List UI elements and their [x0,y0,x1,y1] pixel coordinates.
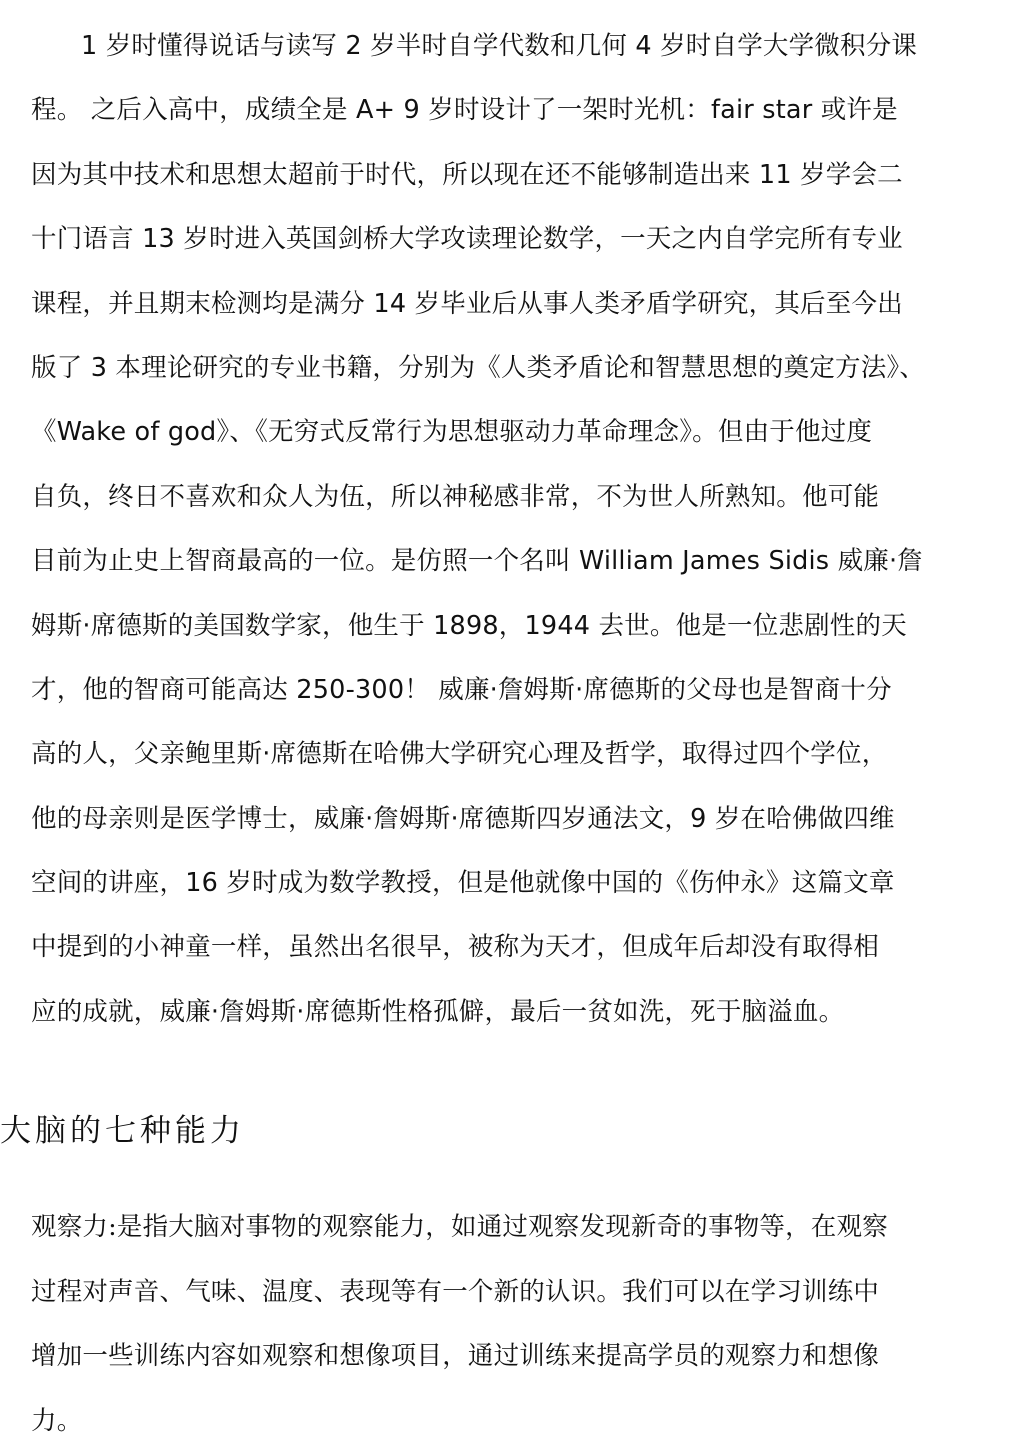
text-line: 目前为止史上智商最高的一位。是仿照一个名叫 William James Sidis 威廉·詹 [31,546,923,577]
text-line: 他的母亲则是医学博士，威廉·詹姆斯·席德斯四岁通法文，9 岁在哈佛做四维 [31,803,895,834]
text-line: 1 岁时懂得说话与读写 2 岁半时自学代数和几何 4 岁时自学大学微积分课 [81,31,918,61]
text-line: 增加一些训练内容如观察和想像项目，通过训练来提高学员的观察力和想像 [31,1341,880,1372]
text-line: 过程对声音、气味、温度、表现等有一个新的认识。我们可以在学习训练中 [31,1276,880,1307]
text-line: 《Wake of god》、《无穷式反常行为思想驱动力革命理念》。但由于他过度 [31,417,873,448]
term-definition: 是指大脑对事物的观察能力，如通过观察发现新奇的事物等，在观察 [116,1212,888,1242]
text-line: 课程，并且期末检测均是满分 14 岁毕业后从事人类矛盾学研究，其后至今出 [31,288,903,319]
text-line: 高的人，父亲鲍里斯·席德斯在哈佛大学研究心理及哲学，取得过四个学位， [31,739,888,770]
text-line: 才，他的智商可能高达 250-300！ 威廉·詹姆斯·席德斯的父母也是智商十分 [31,674,892,705]
text-line: 版了 3 本理论研究的专业书籍，分别为《人类矛盾论和智慧思想的奠定方法》、 [31,352,926,383]
text-line: 应的成就，威廉·詹姆斯·席德斯性格孤僻，最后一贫如洗，死于脑溢血。 [31,996,845,1027]
text-line: 程。 之后入高中，成绩全是 A+ 9 岁时设计了一架时光机：fair star 或许是 [31,95,898,126]
text-line: 姆斯·席德斯的美国数学家，他生于 1898，1944 去世。他是一位悲剧性的天 [31,610,907,641]
text-line: 因为其中技术和思想太超前于时代，所以现在还不能够制造出来 11 岁学会二 [31,159,903,190]
text-line: 中提到的小神童一样，虽然出名很早，被称为天才，但成年后却没有取得相 [31,932,880,963]
paragraph-observation-ability [31,1195,1011,1453]
text-line: 自负，终日不喜欢和众人为伍，所以神秘感非常，不为世人所熟知。他可能 [31,481,880,512]
text-line: 十门语言 13 岁时进入英国剑桥大学攻读理论数学，一天之内自学完所有专业 [31,224,903,255]
text-line: 空间的讲座，16 岁时成为数学教授，但是他就像中国的《伤仲永》这篇文章 [31,868,895,899]
paragraph-sidis-biography [31,14,1011,1044]
text-line: 力。 [31,1405,83,1436]
term-label: 观察力: [31,1212,117,1242]
text-line [31,1195,1011,1260]
section-heading: 大脑的七种能力 [0,1113,245,1149]
